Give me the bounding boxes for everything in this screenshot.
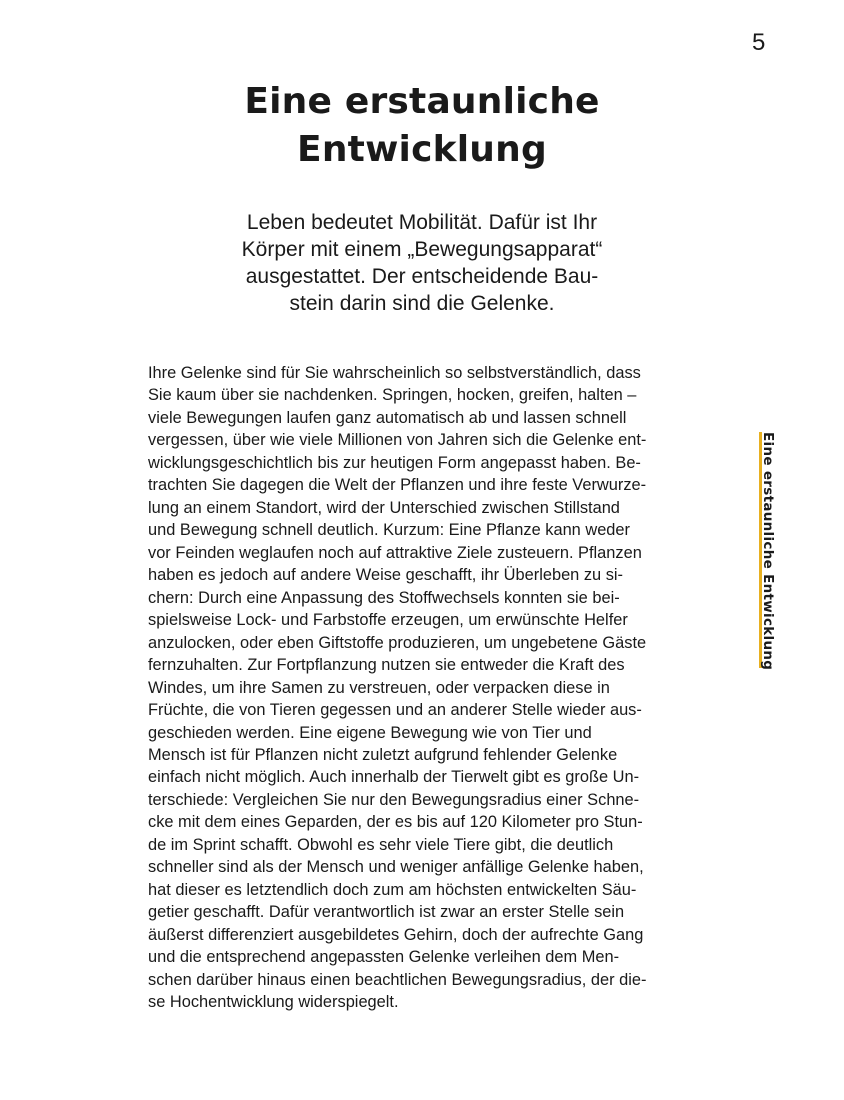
body-line: chern: Durch eine Anpassung des Stoffwechsels konnten sie bei-	[148, 588, 620, 607]
body-paragraph	[148, 362, 708, 1014]
body-line: geschieden werden. Eine eigene Bewegung wie von Tier und	[148, 723, 592, 742]
body-line: Mensch ist für Pflanzen nicht zuletzt aufgrund fehlender Gelenke	[148, 745, 618, 764]
page-number: 5	[752, 29, 766, 56]
body-line: und die entsprechend angepassten Gelenke verleihen dem Men-	[148, 948, 620, 967]
lead-paragraph	[200, 209, 644, 317]
body-line: haben es jedoch auf andere Weise geschafft, ihr Überleben zu si-	[148, 566, 624, 585]
body-line: spielsweise Lock- und Farbstoffe erzeugen, um erwünschte Helfer	[148, 611, 628, 630]
body-line: vergessen, über wie viele Millionen von Jahren sich die Gelenke ent-	[148, 431, 647, 450]
body-line: vor Feinden weglaufen noch auf attraktive Ziele zusteuern. Pflanzen	[148, 543, 642, 562]
page-title-line: Entwicklung	[297, 129, 547, 170]
body-line: fernzuhalten. Zur Fortpflanzung nutzen sie entweder die Kraft des	[148, 656, 625, 675]
body-line: se Hochentwicklung widerspiegelt.	[148, 993, 399, 1012]
page-title	[120, 78, 724, 174]
chapter-side-tab	[759, 432, 781, 672]
body-line: anzulocken, oder eben Giftstoffe produzieren, um ungebetene Gäste	[148, 633, 647, 652]
body-line: wicklungsgeschichtlich bis zur heutigen Form angepasst haben. Be-	[148, 453, 641, 472]
body-line: schneller sind als der Mensch und weniger anfällige Gelenke haben,	[148, 858, 644, 877]
body-line: hat dieser es letztendlich doch zum am höchsten entwickelten Säu-	[148, 880, 637, 899]
body-line: trachten Sie dagegen die Welt der Pflanzen und ihre feste Verwurze-	[148, 476, 647, 495]
body-line: äußerst differenziert ausgebildetes Gehirn, doch der aufrechte Gang	[148, 925, 644, 944]
body-line: Früchte, die von Tieren gegessen und an anderer Stelle wieder aus-	[148, 701, 642, 720]
page-title-line: Eine erstaunliche	[244, 81, 600, 122]
body-line: Ihre Gelenke sind für Sie wahrscheinlich so selbstverständlich, dass	[148, 364, 641, 382]
body-line: Windes, um ihre Samen zu verstreuen, oder verpacken diese in	[148, 678, 610, 697]
body-line: viele Bewegungen laufen ganz automatisch ab und lassen schnell	[148, 408, 627, 427]
body-line: lung an einem Standort, wird der Unterschied zwischen Stillstand	[148, 498, 620, 517]
lead-line: stein darin sind die Gelenke.	[289, 292, 555, 315]
body-line: Sie kaum über sie nachdenken. Springen, hocken, greifen, halten –	[148, 386, 637, 405]
body-line: schen darüber hinaus einen beachtlichen Bewegungsradius, der die-	[148, 970, 647, 989]
lead-line: ausgestattet. Der entscheidende Bau-	[245, 265, 599, 288]
lead-line: Körper mit einem „Bewegungsapparat“	[241, 238, 603, 261]
chapter-side-label: Eine erstaunliche Entwicklung	[760, 432, 776, 671]
body-line: terschiede: Vergleichen Sie nur den Bewegungsradius einer Schne-	[148, 790, 640, 809]
body-line: cke mit dem eines Geparden, der es bis auf 120 Kilometer pro Stun-	[148, 813, 643, 832]
body-line: einfach nicht möglich. Auch innerhalb der Tierwelt gibt es große Un-	[148, 768, 640, 787]
body-line: und Bewegung schnell deutlich. Kurzum: Eine Pflanze kann weder	[148, 521, 630, 540]
lead-line: Leben bedeutet Mobilität. Dafür ist Ihr	[246, 211, 598, 234]
body-line: getier geschafft. Dafür verantwortlich ist zwar an erster Stelle sein	[148, 903, 625, 922]
body-line: de im Sprint schafft. Obwohl es sehr viele Tiere gibt, die deutlich	[148, 835, 614, 854]
